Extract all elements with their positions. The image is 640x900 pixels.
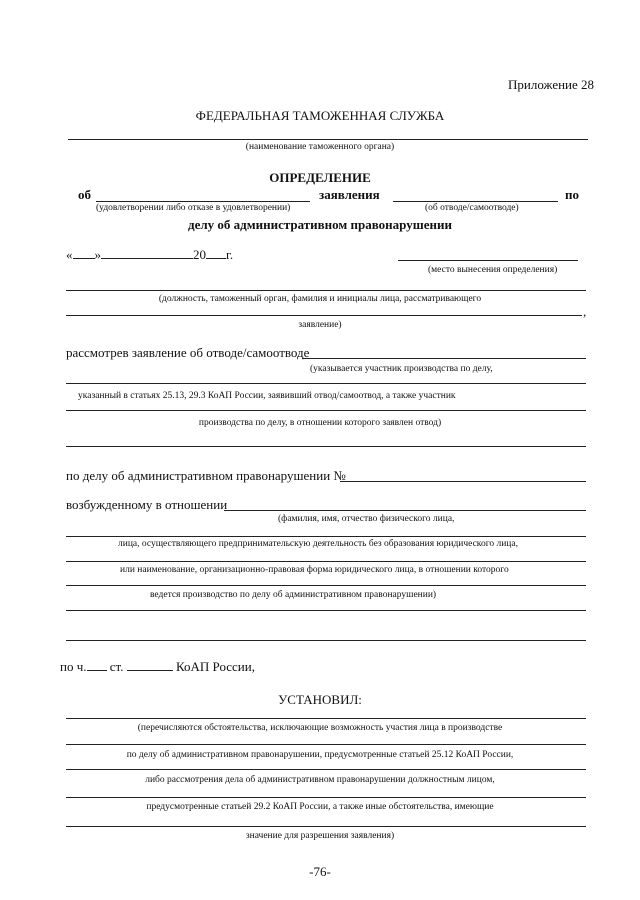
part-field[interactable] [87,658,107,671]
person-line-4[interactable] [66,585,586,586]
satisfaction-line[interactable] [96,201,310,202]
person-line-6[interactable] [66,640,586,641]
established-line-3[interactable] [66,769,586,770]
page-number: -76- [309,864,331,879]
caption-person-1: (фамилия, имя, отчество физического лица, [278,514,455,524]
official-line[interactable] [66,290,586,291]
year-field[interactable] [206,246,226,259]
year-suffix: г. [226,247,234,262]
label-considered: рассмотрев заявление об отводе/самоотводе [66,345,310,360]
caption-established-1: (перечисляются обстоятельства, исключающие возможность участия лица в производстве [137,723,503,733]
established-heading: УСТАНОВИЛ: [278,692,362,707]
article-field[interactable] [127,658,173,671]
established-line-1[interactable] [66,718,586,719]
caption-official: (должность, таможенный орган, фамилия и инициалы лица, рассматривающего [158,294,482,304]
person-line-2[interactable] [66,536,586,537]
label-initiated: возбужденному в отношении [66,497,228,512]
comma: , [583,304,587,319]
customs-body-line[interactable] [68,139,588,140]
participant-line-3[interactable] [66,410,586,411]
caption-participant-2: указанный в статьях 25.13, 29.3 КоАП России, заявивший отвод/самоотвод, а также участник [78,391,456,401]
label-koap: КоАП России, [175,659,255,674]
caption-person-3: или наименование, организационно-правовая форма юридического лица, в отношении которого [120,565,509,575]
caption-statement: заявление) [298,320,342,330]
year-prefix: 20 [193,247,206,262]
person-line-5[interactable] [66,610,586,611]
participant-line[interactable] [302,358,586,359]
participant-line-2[interactable] [66,383,586,384]
person-line-3[interactable] [66,561,586,562]
label-zayavleniya: заявления [319,187,380,202]
caption-established-3: либо рассмотрения дела об административном правонарушении должностным лицом, [145,775,495,785]
date-row [66,246,233,263]
case-number-line[interactable] [340,481,586,482]
caption-participant-1: (указывается участник производства по делу, [310,364,493,374]
established-line-4[interactable] [66,797,586,798]
date-open-quote: « [66,247,73,262]
established-line-5[interactable] [66,826,586,827]
caption-established-5: значение для разрешения заявления) [245,831,395,841]
label-st: ст. [109,659,124,674]
official-line-2[interactable] [66,315,582,316]
month-field[interactable] [101,246,193,259]
caption-established-4: предусмотренные статьей 29.2 КоАП России, а также иные обстоятельства, имеющие [146,802,494,812]
case-line: делу об административном правонарушении [188,217,452,232]
label-ob: об [78,187,91,202]
established-line-2[interactable] [66,744,586,745]
recusal-line[interactable] [393,201,558,202]
article-row [60,658,255,675]
caption-participant-3: производства по делу, в отношении которого заявлен отвод) [198,418,442,428]
agency-name: ФЕДЕРАЛЬНАЯ ТАМОЖЕННАЯ СЛУЖБА [195,108,445,123]
caption-person-2: лица, осуществляющего предпринимательскую деятельность без образования юридического лица, [118,539,518,549]
label-case-number: по делу об административном правонарушении № [66,468,346,483]
caption-customs: (наименование таможенного органа) [245,142,395,152]
caption-person-4: ведется производство по делу об административном правонарушении) [150,590,437,600]
caption-established-2: по делу об административном правонарушении, предусмотренные статьей 25.12 КоАП России, [126,750,514,760]
date-close-quote: » [94,247,101,262]
label-po-ch: по ч. [60,659,87,674]
caption-recusal: (об отводе/самоотводе) [425,203,519,213]
caption-satisfaction: (удовлетворении либо отказе в удовлетворении) [96,203,291,213]
day-field[interactable] [73,246,95,259]
appendix-label: Приложение 28 [508,77,595,92]
document-title: ОПРЕДЕЛЕНИЕ [269,170,371,185]
participant-line-4[interactable] [66,446,586,447]
label-po: по [565,187,579,202]
place-line[interactable] [398,260,578,261]
person-line[interactable] [224,510,586,511]
caption-place: (место вынесения определения) [428,265,558,275]
